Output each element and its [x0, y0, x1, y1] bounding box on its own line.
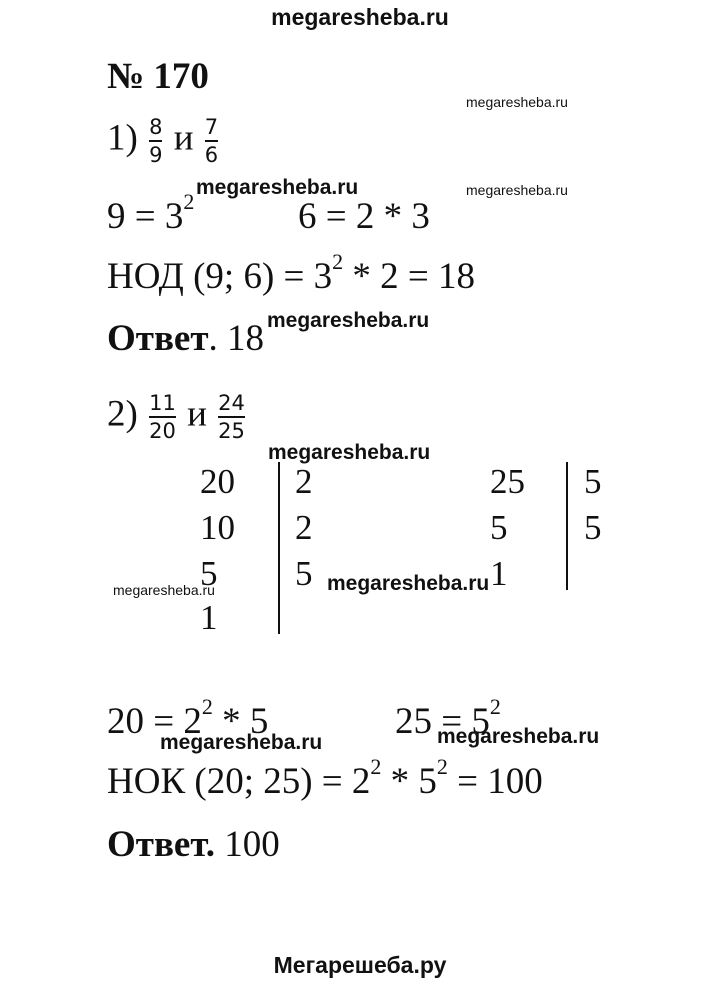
fraction-7-6: [205, 116, 218, 166]
fraction-numerator: 8: [149, 115, 163, 139]
exponent: 2: [183, 188, 195, 214]
fraction-bar: [149, 416, 176, 418]
part2-label: 2): [107, 393, 138, 435]
part1-answer: [107, 320, 264, 357]
fraction-denominator: 25: [218, 419, 245, 444]
expr-text: * 2 = 18: [343, 256, 476, 297]
exponent: 2: [436, 753, 448, 779]
expr-text: = 100: [447, 761, 543, 802]
fact20-divider: [278, 462, 280, 634]
fraction-bar: [218, 416, 245, 418]
watermark: megaresheba.ru: [160, 731, 323, 754]
expr-text: НОК (20; 25) = 2: [107, 761, 371, 802]
fact20-left: 20: [200, 462, 235, 501]
footer-site: Мегарешеба.ру: [273, 952, 447, 978]
fact20-left: 1: [200, 598, 218, 637]
fraction-denominator: 9: [149, 143, 163, 168]
exponent: 2: [201, 693, 213, 719]
watermark: megaresheba.ru: [267, 309, 430, 332]
answer-label: Ответ.: [107, 824, 216, 865]
part2-factor-20: [107, 693, 269, 742]
expr-text: 20 = 2: [107, 701, 202, 742]
part1-header: [107, 116, 220, 166]
fact25-left: 25: [490, 462, 525, 501]
answer-value: . 18: [208, 318, 265, 359]
part2-factor-25: [395, 693, 501, 742]
part1-gcd-line: [107, 248, 476, 297]
exponent: 2: [489, 693, 501, 719]
exponent: 2: [370, 753, 382, 779]
conjunction: и: [173, 117, 194, 159]
part2-header: [107, 392, 247, 442]
watermark: megaresheba.ru: [466, 94, 568, 110]
watermark: megaresheba.ru: [113, 582, 215, 598]
fact20-left: 10: [200, 508, 235, 547]
fraction-11-20: [149, 392, 176, 442]
part2-answer: [107, 826, 280, 863]
watermark: megaresheba.ru: [268, 441, 431, 464]
fact25-divider: [566, 462, 568, 590]
fact20-right: 5: [295, 554, 313, 593]
part1-factor-6: 6 = 2 * 3: [298, 196, 430, 237]
fact20-right: 2: [295, 508, 313, 547]
expr-text: 9 = 3: [107, 196, 184, 237]
watermark: megaresheba.ru: [327, 572, 490, 595]
expr-text: * 5: [212, 701, 269, 742]
fact20-left: 5: [200, 554, 218, 593]
conjunction: и: [187, 393, 207, 435]
fraction-8-9: [149, 116, 162, 166]
part2-lcm-line: [107, 753, 543, 802]
fact25-left: 1: [490, 554, 508, 593]
fact25-right: 5: [584, 508, 602, 547]
watermark: megaresheba.ru: [196, 176, 359, 199]
fact25-right: 5: [584, 462, 602, 501]
fraction-24-25: [218, 392, 245, 442]
watermark: megaresheba.ru: [437, 725, 600, 748]
expr-text: НОД (9; 6) = 3: [107, 256, 333, 297]
answer-value: 100: [215, 824, 280, 865]
expr-text: * 5: [381, 761, 437, 802]
fraction-numerator: 24: [218, 391, 245, 415]
fraction-bar: [205, 140, 218, 142]
fact20-right: 2: [295, 462, 313, 501]
expr-text: 25 = 5: [395, 701, 490, 742]
fraction-denominator: 6: [204, 143, 219, 168]
exponent: 2: [332, 248, 344, 274]
header-site: megaresheba.ru: [271, 4, 449, 30]
part1-label: 1): [107, 117, 138, 159]
fraction-numerator: 11: [149, 391, 176, 415]
fact25-left: 5: [490, 508, 508, 547]
problem-number: № 170: [107, 56, 209, 97]
answer-label: Ответ: [107, 318, 209, 359]
watermark: megaresheba.ru: [466, 182, 568, 198]
fraction-denominator: 20: [149, 419, 176, 444]
part1-factor-9: [107, 188, 195, 237]
fraction-bar: [149, 140, 162, 142]
fraction-numerator: 7: [204, 115, 219, 139]
